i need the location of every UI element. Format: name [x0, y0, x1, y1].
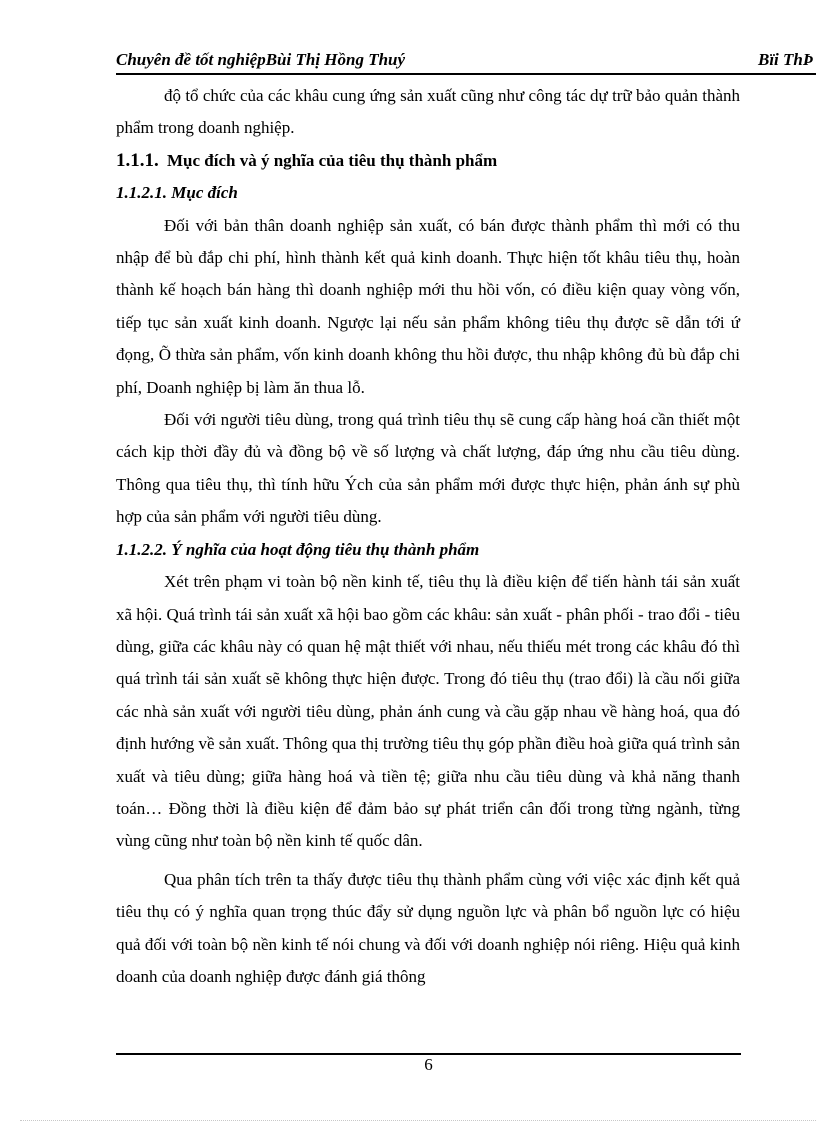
paragraph-business: Đối với bản thân doanh nghiệp sản xuất, có bán được thành phẩm thì mới có thu nhập để bù đắp chi phí, hình thành kết quả kinh doanh. Thực hiện tốt khâu tiêu thụ, hoàn thành kế hoạch bán hàng thì doanh nghiệp mới thu hồi vốn, có điều kiện quay vòng vốn, tiếp tục sản xuất kinh doanh. Ngược lại nếu sản phẩm không tiêu thụ được sẽ dẫn tới ứ đọng, Õ thừa sản phẩm, vốn kinh doanh không thu hồi được, thu nhập không đủ bù đắp chi phí, Doanh nghiệp bị làm ăn thua lỗ.: [116, 215, 740, 397]
header-right-text: Bïi ThÞ: [758, 50, 814, 69]
subsection-heading-meaning: 1.1.2.2. Ý nghĩa của hoạt động tiêu thụ thành phẩm: [116, 539, 480, 559]
section-heading-main: [116, 145, 740, 177]
paragraph-economy: Xét trên phạm vi toàn bộ nền kinh tế, tiêu thụ là điều kiện để tiến hành tái sản xuất xã hội. Quá trình tái sản xuất xã hội bao gồm các khâu: sản xuất - phân phối - trao đổi - tiêu dùng, giữa các khâu này có quan hệ mật thiết với nhau, nếu thiếu mét trong các khâu đó thì quá trình tái sản xuất sẽ không thực hiện được. Trong đó tiêu thụ (trao đổi) là cầu nối giữa các nhà sản xuất với người tiêu dùng, phản ánh cung và cầu gặp nhau về hàng hoá, qua đó định hướng về sản xuất. Thông qua thị trường tiêu thụ góp phần điều hoà giữa quá trình sản xuất và tiêu dùng; giữa hàng hoá và tiền tệ; giữa nhu cầu tiêu dùng và khả năng thanh toán… Đồng thời là điều kiện để đảm bảo sự phát triển cân đối trong từng ngành, từng vùng cũng như toàn bộ nền kinh tế quốc dân.: [116, 572, 740, 851]
header-left-text: Chuyên đề tốt nghiệpBùi Thị Hồng Thuý: [116, 50, 406, 69]
document-body: [116, 80, 740, 993]
page-edge-divider: [20, 1120, 816, 1121]
page-number: 6: [424, 1055, 433, 1074]
page-header: [116, 50, 816, 74]
paragraph-intro: độ tổ chức của các khâu cung ứng sản xuất cũng như công tác dự trữ bảo quản thành phẩm trong doanh nghiệp.: [116, 86, 740, 138]
subsection-heading-purpose: 1.1.2.1. Mục đích: [116, 183, 238, 203]
header-rule: [116, 73, 816, 75]
paragraph-conclusion: Qua phân tích trên ta thấy được tiêu thụ thành phẩm cùng với việc xác định kết quả tiêu thụ có ý nghĩa quan trọng thúc đẩy sử dụng nguồn lực và phân bổ nguồn lực có hiệu quả đối với toàn bộ nền kinh tế nói chung và đối với doanh nghiệp nói riêng. Hiệu quả kinh doanh của doanh nghiệp được đánh giá thông: [116, 869, 740, 986]
section-number: 1.1.1.: [116, 149, 159, 171]
paragraph-consumer: Đối với người tiêu dùng, trong quá trình tiêu thụ sẽ cung cấp hàng hoá cần thiết một cách kịp thời đầy đủ và đồng bộ về số lượng và chất lượng, đáp ứng nhu cầu tiêu dùng. Thông qua tiêu thụ, thì tính hữu Ých của sản phẩm mới được thực hiện, phản ánh sự phù hợp của sản phẩm với người tiêu dùng.: [116, 410, 740, 527]
section-title: Mục đích và ý nghĩa của tiêu thụ thành phẩm: [167, 150, 498, 170]
